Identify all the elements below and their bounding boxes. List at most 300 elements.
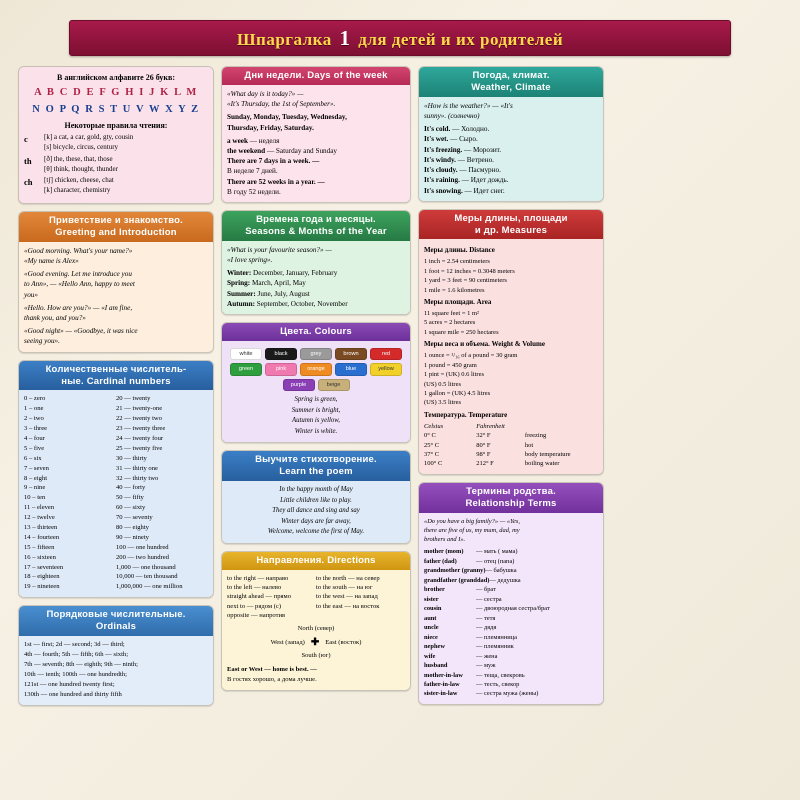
alphabet-letters-row2 — [24, 102, 208, 117]
cardinals-cell: 6 – six — [24, 454, 42, 462]
card-cardinals-subtitle: ные. Cardinal numbers — [61, 375, 171, 387]
directions-row — [227, 574, 405, 583]
cardinals-cell: 2 – two — [24, 415, 44, 423]
colour-swatch-brown: brown — [335, 348, 367, 360]
seasons-list — [227, 268, 405, 309]
cardinals-cell: 200 — two hundred — [116, 553, 169, 561]
card-directions-title: Направления. Directions — [256, 554, 376, 566]
card-poem-subtitle: Learn the poem — [279, 466, 353, 478]
cardinals-cell: 10,000 — ten thousand — [116, 573, 178, 581]
relationship-ru: — отец (папа) — [476, 557, 515, 565]
card-colours — [221, 322, 411, 443]
relationship-row — [424, 680, 598, 689]
weather-ru: — Пасмурно. — [459, 166, 501, 175]
card-cardinals-title: Количественные числитель- — [45, 363, 187, 375]
weather-question — [424, 101, 598, 121]
weather-en: It's raining. — [424, 176, 460, 185]
weather-ru: — Сыро. — [450, 135, 478, 144]
relationship-question — [424, 517, 598, 545]
cardinals-table — [24, 394, 208, 592]
season-name: Spring: — [227, 279, 251, 288]
directions-table — [227, 574, 405, 621]
temp-f: 98° F — [476, 450, 491, 458]
weather-q-line: «How is the weather?» — «It's — [424, 101, 513, 110]
days-note-ru: В неделе 7 дней. — [227, 167, 278, 176]
measures-row: 1 gallon = (UK) 4.5 litres — [424, 389, 491, 397]
days-list-line: Thursday, Friday, Saturday. — [227, 123, 314, 132]
poem-line: Winter is white. — [294, 427, 338, 435]
relationship-en: grandfather (granddad) — [424, 576, 490, 584]
direction-cell: to the left — налево — [227, 583, 282, 591]
cardinals-cell: 11 – eleven — [24, 504, 55, 512]
relationship-ru: — мать ( мама) — [476, 548, 518, 556]
temp-c: 37° C — [424, 450, 440, 458]
relationship-en: mother-in-law — [424, 671, 463, 679]
colour-swatch-black: black — [265, 348, 297, 360]
days-note — [227, 166, 405, 176]
measures-row: 1 yard = 3 feet = 90 centimeters — [424, 277, 507, 285]
card-poem-header — [222, 451, 410, 481]
cardinals-row — [24, 572, 208, 582]
alphabet-line2: N O P Q R S T U V W X Y Z — [32, 103, 200, 115]
card-relationship-body — [419, 513, 603, 704]
reading-rules-title: Некоторые правила чтения: — [64, 120, 168, 130]
days-notes — [227, 136, 405, 197]
column-right — [418, 66, 604, 705]
relationship-ru: — племянник — [476, 643, 514, 651]
relationship-en: mother (mom) — [424, 548, 464, 556]
temperature-row — [424, 441, 598, 450]
weather-row — [424, 155, 598, 165]
relationship-row — [424, 614, 598, 623]
cardinals-cell: 23 — twenty three — [116, 425, 166, 433]
ordinals-row: 1st — first; 2d — second; 3d — third; — [24, 640, 125, 648]
cardinals-cell: 24 — twenty four — [116, 434, 164, 442]
relationship-ru: — муж — [476, 662, 496, 670]
relationship-en: grandmother (granny) — [424, 567, 486, 575]
temp-col-fahrenheit: Fahrenheit — [476, 422, 505, 430]
direction-cell: to the west — на запад — [316, 593, 378, 601]
greeting-line: thank you, and you?» — [24, 314, 86, 322]
relationship-q-line: brothers and I». — [424, 536, 466, 544]
days-note — [227, 177, 405, 187]
relationship-en: cousin — [424, 605, 442, 613]
relationship-en: niece — [424, 633, 438, 641]
card-relationship-header — [419, 483, 603, 513]
temperature-table — [424, 422, 598, 469]
cardinals-cell: 22 — twenty two — [116, 415, 162, 423]
card-measures — [418, 209, 604, 475]
colour-swatches — [227, 348, 405, 391]
greeting-line: seeing you». — [24, 337, 60, 346]
card-seasons-subtitle: Seasons & Months of the Year — [245, 225, 387, 237]
relationship-row — [424, 547, 598, 556]
days-note — [227, 187, 405, 197]
poem-line: Winter days are far away, — [281, 517, 351, 525]
directions-note-en: East or West — home is best. — — [227, 666, 317, 674]
days-note-ru: — Saturday and Sunday — [266, 146, 338, 155]
card-weather-header — [419, 67, 603, 97]
cardinals-cell: 21 — twenty-one — [116, 405, 163, 413]
greeting-line: «Good morning. What's your name?» — [24, 246, 133, 255]
card-colours-body — [222, 341, 410, 442]
rule-line: [θ] think, thought, thunder — [44, 164, 118, 173]
compass-middle — [227, 635, 405, 651]
measures-row: (US) 0.5 litres — [424, 380, 462, 388]
directions-row — [227, 602, 405, 611]
relationship-row — [424, 671, 598, 680]
temp-col-note — [525, 422, 598, 431]
weather-ru: — Идет дождь. — [461, 176, 509, 185]
reading-rule — [24, 133, 208, 153]
weather-row — [424, 145, 598, 155]
poem-text — [227, 485, 405, 538]
cardinals-cell: 18 – eighteen — [24, 573, 60, 581]
measures-group-weight-title: Меры веса и объема. Weight & Volume — [424, 340, 545, 349]
card-days-body — [222, 85, 410, 202]
directions-note-ru: В гостях хорошо, а дома лучше. — [227, 676, 317, 684]
cardinals-row — [24, 454, 208, 464]
cardinals-cell: 80 — eighty — [116, 523, 149, 531]
card-alphabet — [18, 66, 214, 204]
rule-letter: th — [24, 155, 32, 166]
card-ordinals-header — [19, 606, 213, 636]
relationship-row — [424, 576, 598, 585]
card-cardinals-body — [19, 390, 213, 597]
relationship-ru: — бабушка — [485, 567, 517, 575]
temperature-header-row — [424, 422, 598, 431]
days-note — [227, 156, 405, 166]
season-name: Summer: — [227, 289, 256, 298]
cardinals-cell: 17 – seventeen — [24, 563, 64, 571]
colour-swatch-yellow: yellow — [370, 363, 402, 375]
temp-f: 212° F — [476, 460, 494, 468]
measures-temperature-title: Температура. Temperature — [424, 410, 508, 419]
card-directions-header — [222, 552, 410, 570]
season-months: June, July, August — [257, 289, 310, 298]
colour-swatch-red: red — [370, 348, 402, 360]
card-ordinals-body — [19, 636, 213, 705]
card-cardinals-header — [19, 361, 213, 391]
days-note-en: There are 7 days in a week. — — [227, 157, 320, 166]
card-days-of-week — [221, 66, 411, 203]
cardinals-row — [24, 444, 208, 454]
relationship-ru: — тетя — [476, 614, 496, 622]
cardinals-cell: 15 – fifteen — [24, 543, 55, 551]
relationship-en: father (dad) — [424, 557, 457, 565]
rule-line: [k] character, chemistry — [44, 186, 111, 195]
weather-list — [424, 124, 598, 196]
relationship-en: father-in-law — [424, 680, 460, 688]
season-name: Winter: — [227, 269, 252, 278]
relationship-ru: — теща, свекровь — [476, 671, 525, 679]
days-q-line: «It's Thursday, the 1st of September». — [227, 100, 336, 109]
relationship-row — [424, 604, 598, 613]
weather-ru: — Холодно. — [452, 125, 490, 134]
weather-ru: — Ветрено. — [457, 155, 494, 164]
card-weather-title: Погода, климат. — [472, 70, 550, 81]
card-measures-body — [419, 239, 603, 473]
temp-c: 100° C — [424, 460, 443, 468]
direction-cell: opposite — напротив — [227, 612, 286, 620]
weather-en: It's cloudy. — [424, 166, 458, 175]
weather-en: It's windy. — [424, 155, 456, 164]
temp-label: hot — [524, 441, 534, 449]
card-greeting-body — [19, 242, 213, 352]
cardinals-row — [24, 404, 208, 414]
cardinals-row — [24, 493, 208, 503]
cardinals-cell: 16 – sixteen — [24, 553, 56, 561]
relationship-en: sister-in-law — [424, 690, 458, 698]
cardinals-cell: 25 — twenty five — [116, 444, 163, 452]
banner-right-text: для детей и их родителей — [358, 29, 564, 49]
cardinals-row — [24, 424, 208, 434]
cardinals-cell: 30 — thirty — [116, 454, 147, 462]
relationship-ru: — брат — [476, 586, 496, 594]
measures-row: 1 pint = (UK) 0.6 litres — [424, 371, 484, 379]
colour-swatch-purple: purple — [283, 379, 315, 391]
rule-line: [s] bicycle, circus, century — [44, 142, 119, 151]
rule-line: [k] a cat, a car, gold, gty, cousin — [44, 133, 134, 142]
temp-col-celsius: Celsius — [424, 422, 444, 430]
season-months: September, October, November — [256, 299, 348, 308]
cardinals-cell: 14 – fourteen — [24, 533, 60, 541]
weather-row — [424, 175, 598, 185]
relationship-ru: — дядя — [476, 624, 497, 632]
card-seasons-title: Времена года и месяцы. — [256, 214, 376, 226]
cardinals-row — [24, 563, 208, 573]
measures-row: 1 foot = 12 inches = 0.3048 meters — [424, 267, 515, 275]
weather-row — [424, 186, 598, 196]
season-name: Autumn: — [227, 299, 255, 308]
measures-group-area-title: Меры площади. Area — [424, 298, 492, 307]
colour-swatch-grey: grey — [300, 348, 332, 360]
card-seasons-months — [221, 210, 411, 315]
cardinals-cell: 9 – nine — [24, 484, 46, 492]
card-ordinals-subtitle: Ordinals — [95, 621, 137, 633]
cardinals-cell: 7 – seven — [24, 464, 49, 472]
cardinals-cell: 8 – eight — [24, 474, 48, 482]
weather-en: It's snowing. — [424, 186, 463, 195]
rule-letter: c — [24, 134, 28, 145]
page-title-banner — [69, 20, 731, 56]
card-learn-poem — [221, 450, 411, 543]
relationship-table — [424, 547, 598, 699]
cardinals-cell: 1,000 — one thousand — [116, 563, 176, 571]
weather-en: It's wet. — [424, 135, 449, 144]
measures-row: 1 ounce = ¹/₁₆ of a pound = 30 gram — [424, 352, 518, 360]
direction-cell: straight ahead — прямо — [227, 593, 292, 601]
relationship-ru: — двоюродная сестра/брат — [476, 605, 550, 613]
poem-line: Welcome, welcome the first of May. — [267, 528, 365, 536]
rule-line: [ð] the, these, that, those — [44, 154, 113, 163]
relationship-ru: — жена — [476, 652, 498, 660]
card-relationship-subtitle: Relationship Terms — [465, 497, 557, 509]
weather-ru: — Морозит. — [464, 145, 502, 154]
greeting-line: «Hello. How are you?» — «I am fine, — [24, 303, 133, 312]
card-greeting — [18, 211, 214, 353]
temp-label: boiling water — [524, 460, 560, 468]
cardinals-cell: 3 – three — [24, 425, 48, 433]
colour-swatch-blue: blue — [335, 363, 367, 375]
greeting-line: «Good night» — «Goodbye, it was nice — [24, 327, 138, 336]
reading-rule — [24, 155, 208, 175]
days-q-line: «What day is it today?» — — [227, 89, 304, 98]
poem-line: Summer is bright, — [291, 406, 341, 414]
days-note-ru: — неделя — [249, 136, 280, 145]
poem-line: Spring is green, — [294, 396, 338, 404]
compass-west: West (запад) — [270, 638, 305, 646]
ordinals-row: 130th — one hundred and thirty fifth — [24, 691, 122, 699]
colour-swatch-pink: pink — [265, 363, 297, 375]
cardinals-row — [24, 533, 208, 543]
relationship-ru: — тесть, свекор — [476, 680, 520, 688]
days-note-ru: В году 52 недели. — [227, 187, 281, 196]
measures-row: 1 pound = 450 gram — [424, 361, 477, 369]
cardinals-row — [24, 394, 208, 404]
cardinals-cell: 32 — thirty two — [116, 474, 159, 482]
direction-cell: to the south — на юг — [316, 583, 373, 591]
direction-cell: next to — рядом (с) — [227, 602, 282, 610]
seasons-row — [227, 268, 405, 278]
measures-row: 5 acres = 2 hectares — [424, 319, 476, 327]
cardinals-cell: 19 – nineteen — [24, 583, 60, 591]
rule-line: [tʃ] chicken, cheese, chat — [44, 176, 114, 185]
card-greeting-header — [19, 212, 213, 242]
relationship-row — [424, 689, 598, 698]
ordinals-row: 7th — seventh; 8th — eighth; 9th — ninth; — [24, 661, 138, 668]
colours-poem — [227, 395, 405, 437]
banner-left-text: Шпаргалка — [236, 29, 332, 49]
cardinals-row — [24, 414, 208, 424]
weather-en: It's freezing. — [424, 145, 463, 154]
poem-line: Little children like to play. — [280, 496, 352, 504]
relationship-row — [424, 652, 598, 661]
cardinals-cell: 1,000,000 — one million — [116, 583, 183, 591]
alphabet-title: В английском алфавите 26 букв: — [56, 73, 176, 82]
cardinals-cell: 12 – twelve — [24, 514, 55, 522]
greeting-line: to Ann», — «Hello Ann, happy to meet — [24, 280, 135, 289]
days-list-line: Sunday, Monday, Tuesday, Wednesday, — [227, 113, 347, 122]
measures-row: 1 mile = 1.6 kilometres — [424, 286, 485, 294]
measures-group-distance-title: Меры длины. Distance — [424, 246, 495, 255]
cardinals-cell: 60 — sixty — [116, 504, 146, 512]
card-ordinal-numbers — [18, 605, 214, 706]
weather-row — [424, 134, 598, 144]
card-directions-body — [222, 570, 410, 690]
compass-east: East (восток) — [325, 638, 362, 646]
card-days-header — [222, 67, 410, 85]
temp-label: freezing — [524, 432, 547, 440]
cardinals-cell: 13 – thirteen — [24, 523, 58, 531]
relationship-en: nephew — [424, 643, 445, 651]
directions-row — [227, 611, 405, 620]
weather-row — [424, 165, 598, 175]
colour-swatch-orange: orange — [300, 363, 332, 375]
relationship-en: aunt — [424, 614, 437, 622]
days-note — [227, 136, 405, 146]
relationship-q-line: there are five of us, my mum, dad, my — [424, 526, 520, 534]
temp-c: 25° C — [424, 441, 440, 449]
card-relationship-terms — [418, 482, 604, 705]
cardinals-row — [24, 483, 208, 493]
direction-cell: to the east — на восток — [316, 602, 380, 610]
days-note-en: a week — [227, 136, 248, 145]
temp-f: 32° F — [476, 432, 491, 440]
compass-cross-icon: ✚ — [310, 636, 320, 648]
card-measures-subtitle: и др. Measures — [474, 224, 548, 236]
directions-row — [227, 592, 405, 601]
cardinals-row — [24, 543, 208, 553]
card-weather-subtitle: Weather, Climate — [471, 81, 551, 93]
poem-line: They all dance and sing and say — [272, 507, 360, 515]
colour-swatch-white: white — [230, 348, 262, 360]
direction-cell: to the north — на север — [316, 574, 380, 582]
cardinals-cell: 90 — ninety — [116, 533, 149, 541]
cardinals-cell: 1 – one — [24, 405, 44, 413]
compass-diagram — [227, 624, 405, 661]
greeting-line: «My name is Alex» — [24, 256, 79, 265]
poem-line: Autumn is yellow, — [291, 417, 340, 425]
card-cardinal-numbers — [18, 360, 214, 599]
relationship-en: uncle — [424, 624, 439, 632]
weather-en: It's cold. — [424, 125, 451, 134]
banner-number: 1 — [339, 25, 351, 50]
seasons-row — [227, 299, 405, 309]
greeting-line: «Good evening. Let me introduce you — [24, 270, 132, 279]
seasons-row — [227, 289, 405, 299]
cardinals-row — [24, 503, 208, 513]
greeting-line: you» — [24, 290, 38, 299]
days-note-en: There are 52 weeks in a year. — — [227, 177, 325, 186]
card-relationship-title: Термины родства. — [466, 485, 556, 497]
relationship-row — [424, 623, 598, 632]
cardinals-cell: 5 – five — [24, 444, 45, 452]
card-measures-title: Меры длины, площади — [454, 212, 568, 224]
temp-c: 0° C — [424, 432, 436, 440]
directions-note — [227, 665, 405, 684]
card-days-title: Дни недели. Days of the week — [244, 70, 388, 81]
measures-row: (US) 3.5 litres — [424, 399, 462, 407]
cardinals-cell: 20 — twenty — [116, 395, 151, 403]
cardinals-cell: 4 – four — [24, 434, 45, 442]
relationship-row — [424, 585, 598, 594]
season-months: December, January, February — [253, 269, 338, 278]
cardinals-cell: 100 — one hundred — [116, 543, 169, 551]
temp-label: body temperature — [524, 450, 571, 458]
relationship-ru: — дедушка — [489, 576, 521, 584]
direction-cell — [316, 611, 405, 620]
temperature-row — [424, 431, 598, 440]
measures-row: 1 inch = 2.54 centimeters — [424, 258, 490, 266]
card-greeting-subtitle: Greeting and Introduction — [55, 226, 177, 238]
cards-grid — [18, 66, 782, 706]
alphabet-line1: A B C D E F G H I J K L M — [34, 87, 198, 99]
relationship-en: sister — [424, 595, 439, 603]
relationship-row — [424, 595, 598, 604]
card-ordinals-title: Порядковые числительные. — [46, 609, 186, 621]
poem-line: In the happy month of May — [279, 486, 353, 494]
card-colours-header — [222, 323, 410, 341]
relationship-row — [424, 633, 598, 642]
cardinals-row — [24, 464, 208, 474]
relationship-row — [424, 557, 598, 566]
measures-row: 1 square mile = 250 hectares — [424, 328, 499, 336]
ordinals-row: 121st — one hundred twenty first; — [24, 681, 115, 689]
relationship-ru: — сестра — [476, 595, 502, 603]
cardinals-row — [24, 582, 208, 592]
card-seasons-body — [222, 241, 410, 314]
